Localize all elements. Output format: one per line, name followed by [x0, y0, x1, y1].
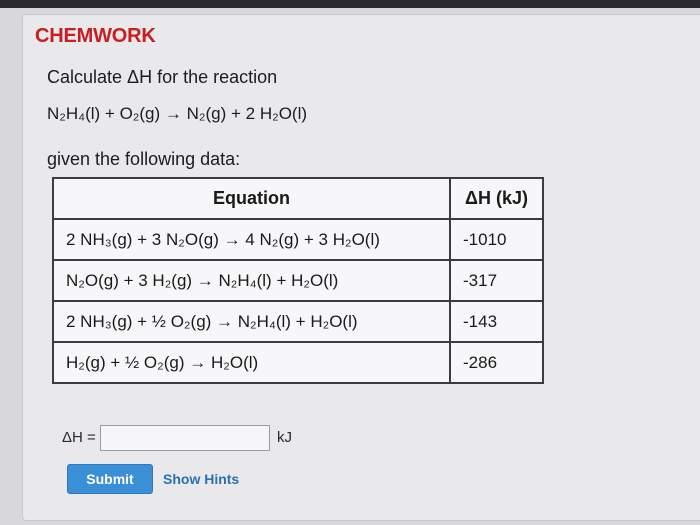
enthalpy-data-table: [52, 177, 544, 384]
table-header-row: [53, 178, 543, 219]
delta-h-cell: -1010: [450, 219, 543, 260]
show-hints-link[interactable]: Show Hints: [163, 471, 240, 487]
target-reaction: N₂H₄(l) + O₂(g) → N₂(g) + 2 H₂O(l): [47, 104, 308, 123]
table-row: [53, 219, 543, 260]
equation-cell: H₂(g) + ½ O₂(g) → H₂O(l): [53, 342, 450, 383]
given-data-label: given the following data:: [47, 149, 241, 169]
answer-unit: kJ: [277, 429, 292, 446]
delta-h-cell: -286: [450, 342, 543, 383]
window-top-bar: [0, 0, 700, 8]
submit-button[interactable]: Submit: [67, 464, 153, 494]
problem-prompt: Calculate ΔH for the reaction: [47, 67, 278, 87]
delta-h-cell: -317: [450, 260, 543, 301]
table-row: [53, 342, 543, 383]
answer-label: ΔH =: [62, 429, 96, 446]
equation-cell: 2 NH₃(g) + ½ O₂(g) → N₂H₄(l) + H₂O(l): [53, 301, 450, 342]
table-row: [53, 260, 543, 301]
delta-h-answer-input[interactable]: [100, 425, 270, 451]
column-header-equation: Equation: [53, 178, 450, 219]
table-row: [53, 301, 543, 342]
brand-title: CHEMWORK: [35, 25, 156, 47]
equation-cell: N₂O(g) + 3 H₂(g) → N₂H₄(l) + H₂O(l): [53, 260, 450, 301]
column-header-delta-h: ΔH (kJ): [450, 178, 543, 219]
delta-h-cell: -143: [450, 301, 543, 342]
equation-cell: 2 NH₃(g) + 3 N₂O(g) → 4 N₂(g) + 3 H₂O(l): [53, 219, 450, 260]
